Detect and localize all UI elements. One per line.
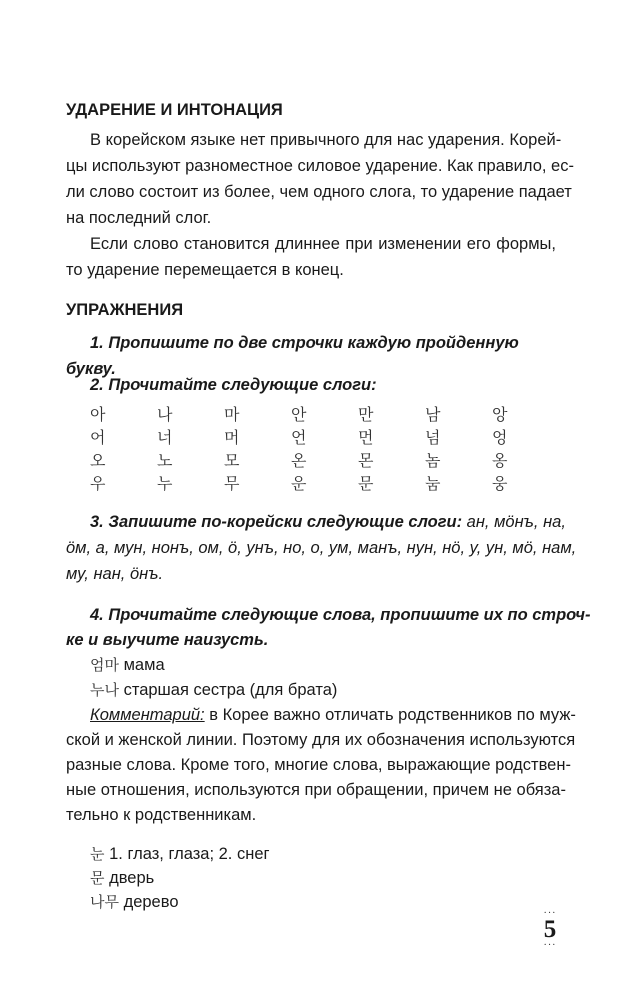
syllable: 운 xyxy=(291,474,307,493)
text-line: ные отношения, используются при обращении, причем не обяза- xyxy=(66,781,566,799)
exercise-3-title: 3. Запишите по-корейски следующие слоги: xyxy=(90,513,463,531)
translation: старшая сестра (для брата) xyxy=(123,681,338,699)
syllable: 앙 xyxy=(492,405,508,424)
comment-text: в Корее важно отличать родственников по муж- xyxy=(204,706,576,724)
syllable: 몬 xyxy=(358,451,374,470)
word-entry xyxy=(66,678,556,703)
translation: дерево xyxy=(123,893,179,911)
word-entry xyxy=(66,866,466,890)
dots-decoration: ··· xyxy=(543,908,557,919)
korean-word: 문 xyxy=(90,869,105,887)
syllable-row xyxy=(90,403,559,426)
text-line: му, нан, ӧнъ. xyxy=(66,565,164,583)
syllable-row xyxy=(90,426,559,449)
comment-label: Комментарий: xyxy=(90,706,205,724)
translation: 1. глаз, глаза; 2. снег xyxy=(109,845,270,863)
exercise-1: 1. Пропишите по две строчки каждую пройденную букву. xyxy=(66,334,519,378)
text-line xyxy=(66,703,576,728)
syllable: 만 xyxy=(358,405,374,424)
syllable: 문 xyxy=(358,474,374,493)
syllable: 오 xyxy=(90,451,106,470)
syllable: 아 xyxy=(90,405,106,424)
korean-word: 눈 xyxy=(90,845,105,863)
exercise-4 xyxy=(66,603,591,828)
translation: дверь xyxy=(109,869,155,887)
syllable: 무 xyxy=(224,474,240,493)
syllable: 어 xyxy=(90,428,106,447)
text-line: Если слово становится длиннее при изменении его формы, xyxy=(90,235,556,253)
syllable: 모 xyxy=(224,451,240,470)
syllable: 눔 xyxy=(425,474,441,493)
exercise-3 xyxy=(66,509,577,587)
word-entry xyxy=(66,653,556,678)
word-list-2 xyxy=(66,842,466,914)
syllable: 노 xyxy=(157,451,173,470)
dots-decoration: ··· xyxy=(543,940,557,951)
syllable: 먼 xyxy=(358,428,374,447)
syllable: 머 xyxy=(224,428,240,447)
syllable: 나 xyxy=(157,405,173,424)
translation: мама xyxy=(123,656,165,674)
syllable-row xyxy=(90,472,559,495)
text-line: цы используют разноместное силовое ударение. Как правило, ес- xyxy=(66,157,574,175)
syllable: 엉 xyxy=(492,428,508,447)
exercise-3-syllables: ан, мӧнъ, на, xyxy=(462,513,566,531)
syllable: 놈 xyxy=(425,451,441,470)
text-line: на последний слог. xyxy=(66,209,212,227)
korean-word: 나무 xyxy=(90,893,119,911)
text-line: разные слова. Кроме того, многие слова, выражающие родствен- xyxy=(66,756,571,774)
text-line: В корейском языке нет привычного для нас ударения. Корей- xyxy=(90,131,562,149)
section-heading-exercises: УПРАЖНЕНИЯ xyxy=(66,301,184,319)
text-line: ли слово состоит из более, чем одного слога, то ударение падает xyxy=(66,183,572,201)
syllable: 온 xyxy=(291,451,307,470)
text-line xyxy=(66,509,566,535)
exercise-2-title: 2. Прочитайте следующие слоги: xyxy=(90,376,377,394)
syllable: 옹 xyxy=(492,451,508,470)
page-number: 5 xyxy=(543,916,557,943)
text-line: тельно к родственникам. xyxy=(66,806,257,824)
text-line: ӧм, а, мун, нонъ, ом, ӧ, унъ, но, о, ум, манъ, нун, нӧ, у, ун, мӧ, нам, xyxy=(66,539,577,557)
syllable: 웅 xyxy=(492,474,508,493)
word-entry xyxy=(66,890,466,914)
korean-word: 누나 xyxy=(90,681,119,699)
text-line: ской и женской линии. Поэтому для их обозначения используются xyxy=(66,731,576,749)
word-entry xyxy=(66,842,466,866)
syllable-grid xyxy=(90,403,559,495)
syllable: 마 xyxy=(224,405,240,424)
korean-word: 엄마 xyxy=(90,656,119,674)
text-line: то ударение перемещается в конец. xyxy=(66,261,344,279)
syllable: 누 xyxy=(157,474,173,493)
paragraph-stress-1 xyxy=(66,127,574,283)
syllable: 넘 xyxy=(425,428,441,447)
syllable-row xyxy=(90,449,559,472)
exercise-4-title: ке и выучите наизусть. xyxy=(66,631,269,649)
exercise-4-title: 4. Прочитайте следующие слова, пропишите их по строч- xyxy=(90,606,591,624)
page-number-block xyxy=(540,910,560,950)
syllable: 언 xyxy=(291,428,307,447)
syllable: 남 xyxy=(425,405,441,424)
syllable: 안 xyxy=(291,405,307,424)
section-heading-stress: УДАРЕНИЕ И ИНТОНАЦИЯ xyxy=(66,101,283,119)
syllable: 너 xyxy=(157,428,173,447)
syllable: 우 xyxy=(90,474,106,493)
